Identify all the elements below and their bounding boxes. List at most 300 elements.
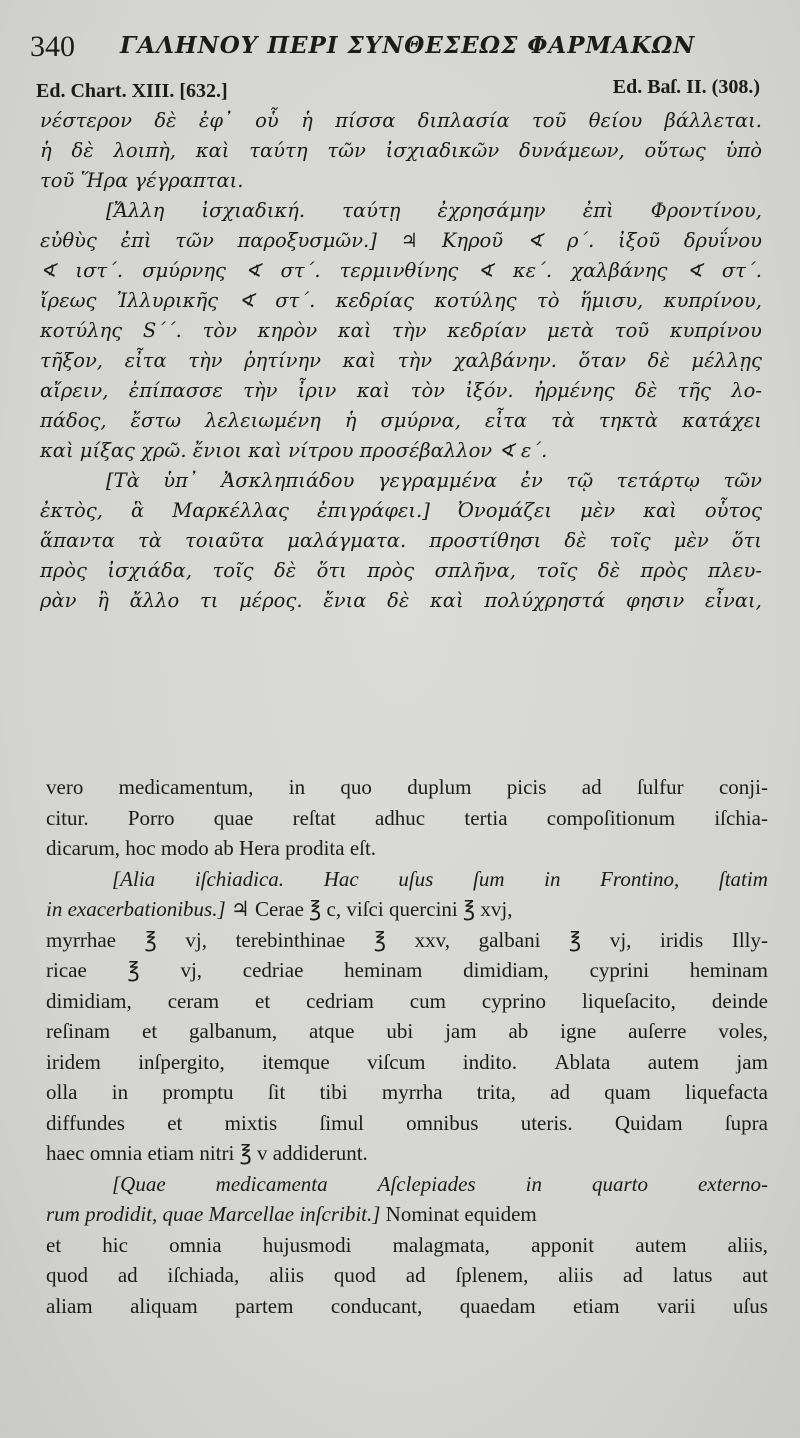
word: cyprini — [589, 958, 650, 982]
word: καὶ — [430, 589, 464, 612]
word: τὸ — [536, 289, 560, 312]
word: ἰξοῦ — [618, 229, 661, 252]
word: galbanum, — [189, 1019, 278, 1043]
word: μέλλῃς — [691, 349, 762, 372]
word: quarto — [591, 1171, 648, 1196]
latin-line — [46, 1077, 768, 1108]
word: in — [111, 1080, 129, 1104]
word: ἅπαντα — [40, 529, 115, 552]
word: μὲν — [673, 529, 709, 552]
word: ℥ — [144, 927, 157, 952]
word: ἐπὶ — [582, 199, 614, 222]
word: uteris. — [520, 1110, 573, 1135]
word: δρυΐνου — [683, 229, 762, 252]
greek-line — [40, 466, 762, 496]
word: τετάρτῳ — [616, 469, 700, 492]
word: σπλῆνα, — [434, 559, 516, 582]
latin-line — [46, 1199, 768, 1230]
word: Ἰλλυρικῆς — [116, 289, 219, 312]
word: ιστ΄. — [75, 259, 124, 282]
word: picis — [506, 775, 547, 799]
word: ad — [405, 1263, 426, 1287]
word: tertia — [464, 805, 508, 830]
word: φησιν — [626, 589, 685, 612]
latin-text-block — [46, 772, 768, 1321]
word: δὲ — [273, 559, 297, 582]
word: τὰ — [137, 529, 162, 552]
word: μέρος. — [239, 589, 303, 612]
word: S΄΄. — [142, 319, 182, 342]
word: citur. — [46, 805, 89, 830]
word: μετὰ — [547, 319, 595, 342]
word: in — [544, 866, 561, 891]
word: ſupra — [724, 1110, 768, 1135]
word: λο- — [731, 379, 762, 402]
latin-line: haec omnia etiam nitri ℥ v addiderunt. — [46, 1141, 368, 1165]
latin-line — [46, 894, 768, 925]
word: atque — [308, 1019, 355, 1043]
word: omnibus — [406, 1110, 479, 1135]
word: πίσσα — [335, 109, 396, 132]
word: τῆξον, — [40, 349, 104, 372]
word: σμύρνης — [142, 259, 226, 282]
latin-span: ♃ Cerae ℥ c, viſci quercini ℥ xvj, — [225, 897, 513, 921]
word: latus — [672, 1263, 713, 1287]
greek-line — [40, 226, 762, 256]
word: olla — [46, 1080, 78, 1104]
word: medicamentum, — [118, 775, 254, 799]
word: καὶ — [337, 319, 372, 342]
word: τῆς — [677, 379, 711, 402]
word: μαλάγματα. — [287, 529, 407, 552]
word: vj, — [609, 927, 632, 952]
word: πολύχρηστά — [484, 589, 606, 612]
word: Illy- — [731, 927, 768, 952]
word: δὲ — [597, 559, 621, 582]
word: ad — [581, 775, 602, 799]
word: Porro — [127, 805, 175, 830]
word: ὅτι — [316, 559, 347, 582]
word: trita, — [476, 1080, 516, 1104]
word: conji- — [718, 775, 768, 799]
word: ad — [550, 1080, 570, 1104]
word: ἥμισυ, — [579, 289, 644, 312]
word: iridis — [660, 927, 704, 952]
word: τηκτὰ — [598, 409, 659, 432]
word: οὗ — [255, 109, 279, 132]
word: iſchia- — [714, 805, 768, 830]
greek-line — [40, 286, 762, 316]
word: jam — [445, 1019, 477, 1043]
word: et — [255, 988, 271, 1013]
word: τὰ — [550, 409, 575, 432]
word: τῶν — [327, 139, 366, 162]
word: καὶ — [356, 379, 391, 402]
latin-line — [46, 1108, 768, 1139]
word: ἰσχιάδα, — [107, 559, 193, 582]
word: Frontino, — [600, 866, 680, 891]
word: ἔνια — [323, 589, 367, 612]
word: aliis — [269, 1263, 305, 1287]
word: τοῖς — [536, 559, 578, 582]
word: terebinthinae — [235, 927, 346, 952]
word: αἴρειν, — [40, 379, 109, 402]
word: ∢ — [40, 259, 57, 282]
word: malagmata, — [392, 1232, 490, 1257]
word: compoſitionum — [546, 805, 676, 830]
word: ἃ — [131, 499, 145, 522]
word: aliam — [46, 1293, 93, 1318]
word: τῶν — [723, 469, 762, 492]
latin-line — [46, 1047, 768, 1078]
word: in — [525, 1171, 542, 1196]
word: δυνάμεων, — [519, 139, 625, 162]
word: γεγραμμένα — [377, 469, 498, 492]
word: εἶτα — [124, 349, 167, 372]
latin-line — [46, 772, 768, 803]
word: etiam — [573, 1293, 620, 1318]
word: ὑπ᾽ — [163, 469, 198, 492]
word: λελειωμένη — [204, 409, 321, 432]
word: aliquam — [130, 1293, 198, 1318]
word: aliis — [558, 1263, 594, 1287]
word: ἔστω — [130, 409, 182, 432]
word: στ΄. — [275, 289, 316, 312]
word: παροξυσμῶν.] — [237, 229, 377, 252]
latin-line — [46, 864, 768, 895]
latin-line — [46, 1260, 768, 1291]
word: ἰξόν. — [465, 379, 514, 402]
word: vj, — [180, 958, 203, 982]
latin-italic-span: rum prodidit, quae Marcellae inſcribit.] — [46, 1202, 381, 1226]
word: Hac — [323, 866, 359, 891]
word: ἠρμένης — [533, 379, 615, 402]
word: ubi — [386, 1019, 414, 1043]
greek-line — [40, 106, 762, 136]
word: ceram — [167, 988, 220, 1013]
word: ἡ — [344, 409, 357, 432]
word: cedriae — [242, 958, 304, 982]
word: Aſclepiades — [377, 1171, 476, 1196]
word: ℥ — [569, 927, 582, 952]
word: εὐθὺς — [40, 229, 97, 252]
word: ἐν — [520, 469, 543, 492]
greek-line — [40, 556, 762, 586]
word: [Alia — [112, 866, 156, 891]
word: κοτύλης — [40, 319, 123, 342]
word: ἐφ᾽ — [198, 109, 233, 132]
word: τοῖς — [212, 559, 254, 582]
word: [Ἄλλη — [106, 199, 165, 222]
word: reſinam — [46, 1019, 111, 1043]
word: κατάχει — [682, 409, 762, 432]
word: myrrhae — [46, 927, 116, 952]
word: [Quae — [112, 1171, 166, 1196]
word: καὶ — [643, 499, 677, 522]
word: cedriam — [306, 988, 374, 1013]
running-title: ΓΑΛΗΝΟΥ ΠΕΡΙ ΣΥΝΘΕΣΕΩΣ ΦΑΡΜΑΚΩΝ — [120, 32, 696, 59]
word: in — [288, 775, 306, 799]
word: ad — [623, 1263, 643, 1287]
greek-line — [40, 496, 762, 526]
word: ℥ — [373, 927, 386, 952]
word: ρ΄. — [566, 229, 595, 252]
word: apponit — [531, 1232, 595, 1257]
page-header — [30, 26, 770, 66]
word: medicamenta — [215, 1171, 328, 1196]
word: ♃ — [400, 229, 419, 252]
word: ∢ — [477, 259, 494, 282]
word: κοτύλης — [434, 289, 517, 312]
word: οὗτος — [704, 499, 762, 522]
latin-line — [46, 986, 768, 1017]
word: ταύτῃ — [342, 199, 401, 222]
word: Φροντίνου, — [650, 199, 762, 222]
word: [Τὰ — [106, 469, 140, 492]
word: ad — [117, 1263, 138, 1287]
word: jam — [736, 1049, 768, 1074]
word: ∢ — [245, 259, 262, 282]
greek-line — [40, 586, 762, 616]
word: κηρὸν — [257, 319, 318, 342]
word: πρὸς — [40, 559, 87, 582]
word: ſtatim — [718, 866, 768, 891]
word: Κηροῦ — [441, 229, 504, 252]
word: iridem — [46, 1049, 101, 1074]
word: dimidiam, — [463, 958, 549, 982]
word: τοιαῦτα — [184, 529, 265, 552]
word: vero — [46, 775, 84, 799]
word: autem — [647, 1049, 700, 1074]
word: ℥ — [127, 958, 140, 982]
word: quo — [340, 775, 372, 799]
word: καὶ — [342, 349, 377, 372]
word: σμύρνα, — [380, 409, 461, 432]
word: ταύτη — [249, 139, 308, 162]
word: uſus — [398, 866, 434, 891]
word: δὲ — [387, 589, 410, 612]
word: βάλλεται. — [664, 109, 762, 132]
word: κυπρίνου, — [663, 289, 762, 312]
edition-reference-right: Ed. Baſ. II. (308.) — [612, 76, 760, 98]
word: τοῖς — [609, 529, 651, 552]
word: ὑπὸ — [725, 139, 762, 162]
word: quod — [46, 1263, 88, 1287]
word: μὲν — [580, 499, 616, 522]
word: tibi — [319, 1080, 348, 1104]
word: hic — [102, 1232, 128, 1257]
word: στ΄. — [721, 259, 762, 282]
word: ῥητίνην — [244, 349, 322, 372]
greek-line — [40, 406, 762, 436]
page-number: 340 — [30, 30, 75, 63]
word: vj, — [185, 927, 207, 952]
word: ἡ — [301, 109, 313, 132]
word: itemque — [262, 1049, 330, 1074]
word: ſit — [267, 1080, 286, 1104]
word: ſulfur — [636, 775, 684, 799]
word: quam — [604, 1080, 651, 1104]
word: externo- — [697, 1171, 768, 1196]
word: uſus — [732, 1293, 768, 1318]
word: δὲ — [154, 109, 177, 132]
word: et — [142, 1019, 158, 1043]
word: εἶτα — [484, 409, 527, 432]
word: adhuc — [374, 805, 426, 830]
word: ἶριν — [297, 379, 337, 402]
word: autem — [635, 1232, 687, 1257]
word: ἐπὶ — [120, 229, 152, 252]
word: τὴν — [397, 349, 433, 372]
greek-text-block — [40, 106, 762, 616]
word: κεδρίας — [335, 289, 414, 312]
greek-line — [40, 136, 762, 166]
greek-line — [40, 526, 762, 556]
word: ∢ — [526, 229, 544, 252]
word: Quidam — [614, 1110, 683, 1135]
word: τοῦ — [614, 319, 650, 342]
word: quae — [213, 805, 254, 830]
word: ἐκτὸς, — [40, 499, 103, 522]
greek-line — [40, 316, 762, 346]
word: diffundes — [46, 1110, 125, 1135]
word: νέστερον — [40, 109, 132, 132]
word: κεδρίαν — [447, 319, 527, 342]
word: χαλβάνης — [571, 259, 668, 282]
word: τερμινθίνης — [339, 259, 459, 282]
word: cyprino — [481, 988, 547, 1013]
word: ἐπίπασσε — [128, 379, 223, 402]
latin-line — [46, 1169, 768, 1200]
greek-line: τοῦ Ἥρα γέγραπται. — [40, 169, 244, 192]
word: heminam — [344, 958, 423, 982]
word: δὲ — [634, 379, 658, 402]
word: τὸν — [202, 319, 237, 342]
latin-line — [46, 1230, 768, 1261]
word: οὕτως — [644, 139, 706, 162]
word: Ἀσκληπιάδου — [221, 469, 355, 492]
word: χαλβάνην. — [453, 349, 557, 372]
word: θείου — [588, 109, 643, 132]
latin-line — [46, 955, 768, 986]
word: εἶναι, — [704, 589, 762, 612]
greek-line — [40, 256, 762, 286]
word: indito. — [462, 1049, 518, 1074]
word: ὅτι — [731, 529, 762, 552]
word: inſpergito, — [138, 1049, 225, 1074]
latin-line — [46, 803, 768, 834]
word: omnia — [169, 1232, 222, 1257]
word: κυπρίνου — [669, 319, 762, 342]
word: τοῦ — [531, 109, 567, 132]
word: ἐπιγράφει.] — [317, 499, 430, 522]
word: ſplenem, — [455, 1263, 529, 1287]
greek-line — [40, 346, 762, 376]
word: τι — [199, 589, 219, 612]
latin-line — [46, 925, 768, 956]
word: promptu — [162, 1080, 234, 1104]
word: κε΄. — [512, 259, 553, 282]
word: liquefacta — [685, 1080, 768, 1104]
word: mixtis — [224, 1110, 278, 1135]
word: varii — [657, 1293, 696, 1318]
word: ἐχρησάμην — [437, 199, 546, 222]
word: τὸν — [410, 379, 446, 402]
word: Ὀνομάζει — [457, 499, 553, 522]
word: Ablata — [554, 1049, 611, 1074]
word: ρὰν — [40, 589, 77, 612]
word: hujusmodi — [262, 1232, 352, 1257]
word: igne — [560, 1019, 597, 1043]
word: auſerre — [628, 1019, 687, 1043]
word: et — [46, 1232, 62, 1257]
word: λοιπὴ, — [113, 139, 176, 162]
word: voles, — [718, 1019, 768, 1043]
word: τὴν — [392, 319, 427, 342]
latin-italic-span: in exacerbationibus.] — [46, 897, 226, 921]
word: heminam — [689, 958, 768, 982]
word: dimidiam, — [46, 988, 132, 1013]
word: ricae — [46, 958, 87, 982]
word: viſcum — [367, 1049, 426, 1074]
greek-line — [40, 196, 762, 226]
word: quod — [333, 1263, 376, 1287]
word: ∢ — [686, 259, 703, 282]
word: δὲ — [564, 529, 587, 552]
word: προστίθησι — [429, 529, 542, 552]
word: xxv, — [414, 927, 450, 952]
word: deinde — [711, 988, 768, 1013]
word: καὶ — [195, 139, 230, 162]
word: διπλασία — [417, 109, 510, 132]
word: πάδος, — [40, 409, 107, 432]
latin-line — [46, 1291, 768, 1322]
word: δὲ — [647, 349, 670, 372]
latin-span: Nominat equidem — [380, 1202, 537, 1226]
word: cum — [409, 988, 446, 1013]
word: quaedam — [459, 1293, 536, 1318]
word: et — [167, 1110, 183, 1135]
word: ſum — [472, 866, 505, 891]
word: reſtat — [292, 805, 336, 830]
word: ἄλλο — [129, 589, 180, 612]
word: ἴρεως — [40, 289, 97, 312]
word: aut — [742, 1263, 768, 1287]
word: iſchiadica. — [194, 866, 285, 891]
word: πλευ- — [707, 559, 762, 582]
latin-line — [46, 1016, 768, 1047]
word: ab — [508, 1019, 529, 1043]
word: ſimul — [319, 1110, 364, 1135]
word: ἢ — [97, 589, 109, 612]
word: aliis, — [727, 1232, 768, 1257]
word: τῶν — [175, 229, 214, 252]
word: στ΄. — [280, 259, 321, 282]
word: τῷ — [566, 469, 594, 492]
word: galbani — [478, 927, 541, 952]
word: πρὸς — [640, 559, 688, 582]
word: conducant, — [330, 1293, 423, 1318]
word: Μαρκέλλας — [172, 499, 289, 522]
latin-line: dicarum, hoc modo ab Hera prodita eſt. — [46, 836, 377, 860]
word: τὴν — [243, 379, 278, 402]
word: ὅταν — [578, 349, 627, 372]
word: partem — [235, 1293, 294, 1318]
word: ἰσχιαδικῶν — [385, 139, 500, 162]
word: ἡ — [40, 139, 52, 162]
word: myrrha — [381, 1080, 443, 1104]
edition-reference-left: Ed. Chart. XIII. [632.] — [36, 80, 228, 102]
